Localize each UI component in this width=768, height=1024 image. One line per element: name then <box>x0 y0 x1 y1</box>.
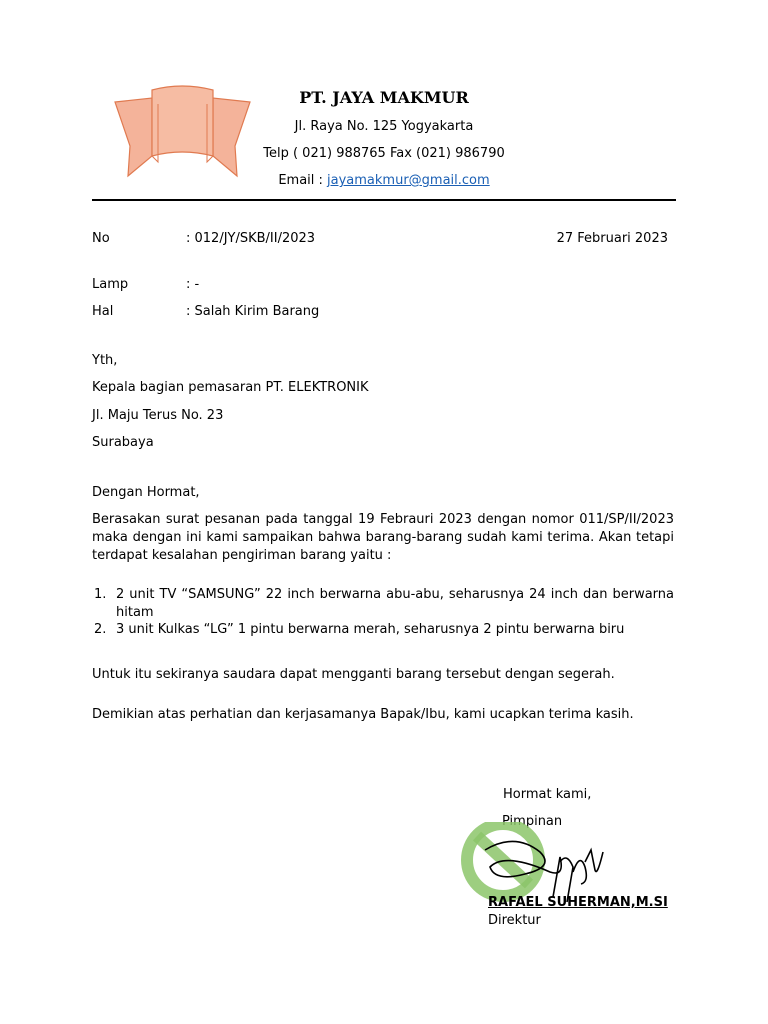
recipient-line-1: Kepala bagian pemasaran PT. ELEKTRONIK <box>92 380 369 395</box>
request-paragraph: Untuk itu sekiranya saudara dapat mengganti barang tersebut dengan segerah. <box>92 667 615 682</box>
company-phone: Telp ( 021) 988765 Fax (021) 986790 <box>263 146 505 161</box>
recipient-yth: Yth, <box>92 353 118 368</box>
email-link[interactable]: jayamakmur@gmail.com <box>327 173 490 188</box>
list-item-number: 1. <box>94 587 107 602</box>
hal-label: Hal <box>92 304 114 319</box>
ribbon-logo-icon <box>110 84 255 184</box>
company-address: Jl. Raya No. 125 Yogyakarta <box>294 119 474 134</box>
list-item-number: 2. <box>94 622 107 637</box>
recipient-line-2: Jl. Maju Terus No. 23 <box>92 408 224 423</box>
header-divider <box>92 199 676 201</box>
signer-name: RAFAEL SUHERMAN,M.SI <box>488 895 668 910</box>
salutation: Hormat kami, <box>503 787 592 802</box>
signer-title: Direktur <box>488 913 541 928</box>
email-label: Email : <box>278 173 328 188</box>
closing-paragraph: Demikian atas perhatian dan kerjasamanya Bapak/Ibu, kami ucapkan terima kasih. <box>92 707 634 722</box>
list-item-text: 3 unit Kulkas “LG” 1 pintu berwarna merah, seharusnya 2 pintu berwarna biru <box>116 622 625 637</box>
lamp-label: Lamp <box>92 277 129 292</box>
recipient-line-3: Surabaya <box>92 435 154 450</box>
no-label: No <box>92 231 110 246</box>
no-value: : 012/JY/SKB/II/2023 <box>186 231 316 246</box>
hal-value: : Salah Kirim Barang <box>186 304 320 319</box>
intro-paragraph: Berasakan surat pesanan pada tanggal 19 Febrauri 2023 dengan nomor 011/SP/II/2023 maka dengan ini kami sampaikan bahwa barang-barang sudah kami terima. Akan tetapi terdapat kesalahan pengiriman barang yaitu : <box>92 512 674 563</box>
greeting: Dengan Hormat, <box>92 485 200 500</box>
list-item <box>94 621 674 639</box>
company-name: PT. JAYA MAKMUR <box>299 88 469 107</box>
letter-date: 27 Februari 2023 <box>556 231 668 246</box>
list-item <box>94 586 674 622</box>
signer-role: Pimpinan <box>502 814 563 829</box>
list-item-text: 2 unit TV “SAMSUNG” 22 inch berwarna abu-abu, seharusnya 24 inch dan berwarna hitam <box>116 587 674 620</box>
company-email-line <box>258 173 510 188</box>
lamp-value: : - <box>186 277 200 292</box>
